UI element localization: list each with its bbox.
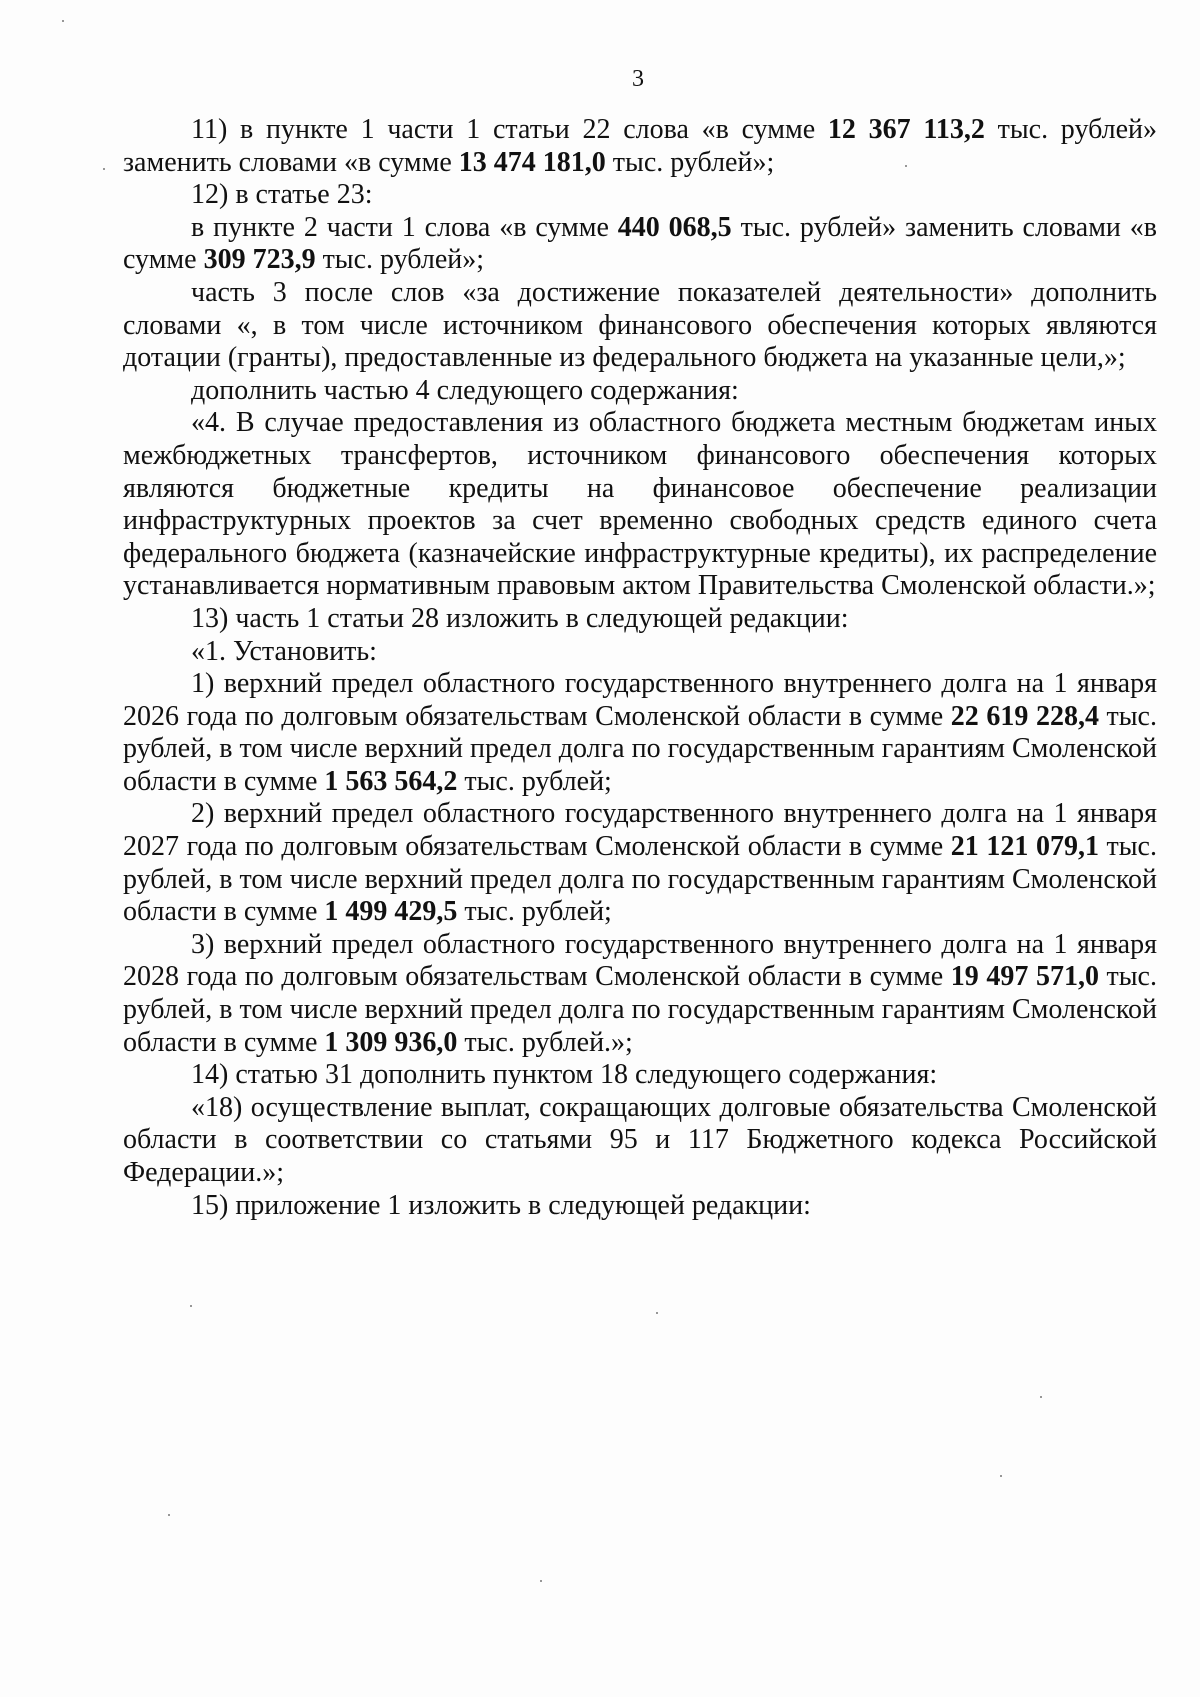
paragraph-establish xyxy=(123,636,1157,669)
document-body xyxy=(123,114,1157,1222)
text-run: тыс. рублей, в том числе верхний предел долга по государственным гарантиям Смоленской области в сумме xyxy=(123,700,1157,797)
text-run: 15) приложение 1 изложить в следующей редакции: xyxy=(191,1189,811,1221)
text-run: тыс. рублей»; xyxy=(605,146,775,178)
amount-bold: 21 121 079,1 xyxy=(950,831,1099,863)
scan-speck xyxy=(190,1305,192,1307)
text-run: тыс. рублей» заменить словами «в сумме xyxy=(123,114,1158,178)
text-run: «18) осуществление выплат, сокращающих долговые обязательства Смоленской области в соответствии со статьями 95 и 117 Бюджетного кодекса Российской Федерации.»; xyxy=(123,1091,1157,1188)
paragraph-item-15 xyxy=(123,1190,1157,1223)
amount-bold: 13 474 181,0 xyxy=(458,146,606,178)
scan-speck xyxy=(905,165,907,167)
text-run: «1. Установить: xyxy=(191,635,377,667)
scan-speck xyxy=(103,168,105,170)
paragraph-item-13 xyxy=(123,603,1157,636)
text-run: часть 3 после слов «за достижение показателей деятельности» дополнить словами «, в том числе источником финансового обеспечения которых являются дотации (гранты), предоставленные из федерального бюджета на указанные цели,»; xyxy=(123,276,1157,374)
page-number: 3 xyxy=(632,66,644,92)
amount-bold: 22 619 228,4 xyxy=(950,700,1099,732)
paragraph-part-4-text xyxy=(123,407,1157,603)
text-run: тыс. рублей»; xyxy=(315,244,485,276)
amount-bold: 12 367 113,2 xyxy=(827,114,985,145)
text-run: 2) верхний предел областного государственного внутреннего долга на 1 января 2027 года по долговым обязательствам Смоленской области в сумме xyxy=(123,798,1157,863)
scan-speck xyxy=(656,1312,658,1314)
amount-bold: 1 563 564,2 xyxy=(324,765,458,797)
amount-bold: 1 499 429,5 xyxy=(324,896,458,928)
paragraph-item-12-part-3 xyxy=(123,277,1157,375)
paragraph-item-12-part-2 xyxy=(123,212,1157,277)
scan-speck xyxy=(1040,1396,1042,1398)
amount-bold: 1 309 936,0 xyxy=(324,1026,458,1058)
text-run: 12) в статье 23: xyxy=(191,179,373,211)
text-run: 14) статью 31 дополнить пунктом 18 следующего содержания: xyxy=(191,1059,938,1091)
amount-bold: 440 068,5 xyxy=(617,211,732,243)
scan-speck xyxy=(62,20,64,22)
scan-speck xyxy=(168,1514,170,1516)
paragraph-item-12-part-4-intro xyxy=(123,375,1157,408)
paragraph-debt-limit-2027 xyxy=(123,798,1157,928)
text-run: дополнить частью 4 следующего содержания: xyxy=(191,374,739,406)
text-run: 11) в пункте 1 части 1 статьи 22 слова «в сумме xyxy=(191,114,828,145)
text-run: в пункте 2 части 1 слова «в сумме xyxy=(191,211,618,243)
text-run: тыс. рублей» заменить словами «в сумме xyxy=(123,211,1158,276)
scan-speck xyxy=(540,1580,542,1582)
text-run: «4. В случае предоставления из областного бюджета местным бюджетам иных межбюджетных трансфертов, источником финансового обеспечения которых являются бюджетные кредиты на финансовое обеспечение реализации инфраструктурных проектов за счет временно свободных средств единого счета федерального бюджета (казначейские инфраструктурные кредиты), их распределение устанавливается нормативным правовым актом Правительства Смоленской области.»; xyxy=(123,407,1157,602)
text-run: 13) часть 1 статьи 28 изложить в следующей редакции: xyxy=(191,602,849,634)
amount-bold: 309 723,9 xyxy=(203,244,316,276)
paragraph-item-12 xyxy=(123,179,1157,212)
text-run: тыс. рублей, в том числе верхний предел долга по государственным гарантиям Смоленской области в сумме xyxy=(123,831,1157,928)
paragraph-point-18 xyxy=(123,1092,1157,1190)
text-run: тыс. рублей; xyxy=(457,896,612,928)
scan-speck xyxy=(1000,1475,1002,1477)
text-run: тыс. рублей, в том числе верхний предел долга по государственным гарантиям Смоленской области в сумме xyxy=(123,961,1157,1058)
paragraph-item-11 xyxy=(123,114,1157,179)
paragraph-debt-limit-2026 xyxy=(123,668,1157,798)
text-run: 1) верхний предел областного государственного внутреннего долга на 1 января 2026 года по долговым обязательствам Смоленской области в сумме xyxy=(123,668,1157,732)
paragraph-item-14 xyxy=(123,1059,1157,1092)
paragraph-debt-limit-2028 xyxy=(123,929,1157,1059)
text-run: 3) верхний предел областного государственного внутреннего долга на 1 января 2028 года по долговым обязательствам Смоленской области в сумме xyxy=(123,928,1157,993)
text-run: тыс. рублей.»; xyxy=(457,1026,633,1058)
text-run: тыс. рублей; xyxy=(457,765,612,797)
amount-bold: 19 497 571,0 xyxy=(950,961,1099,993)
